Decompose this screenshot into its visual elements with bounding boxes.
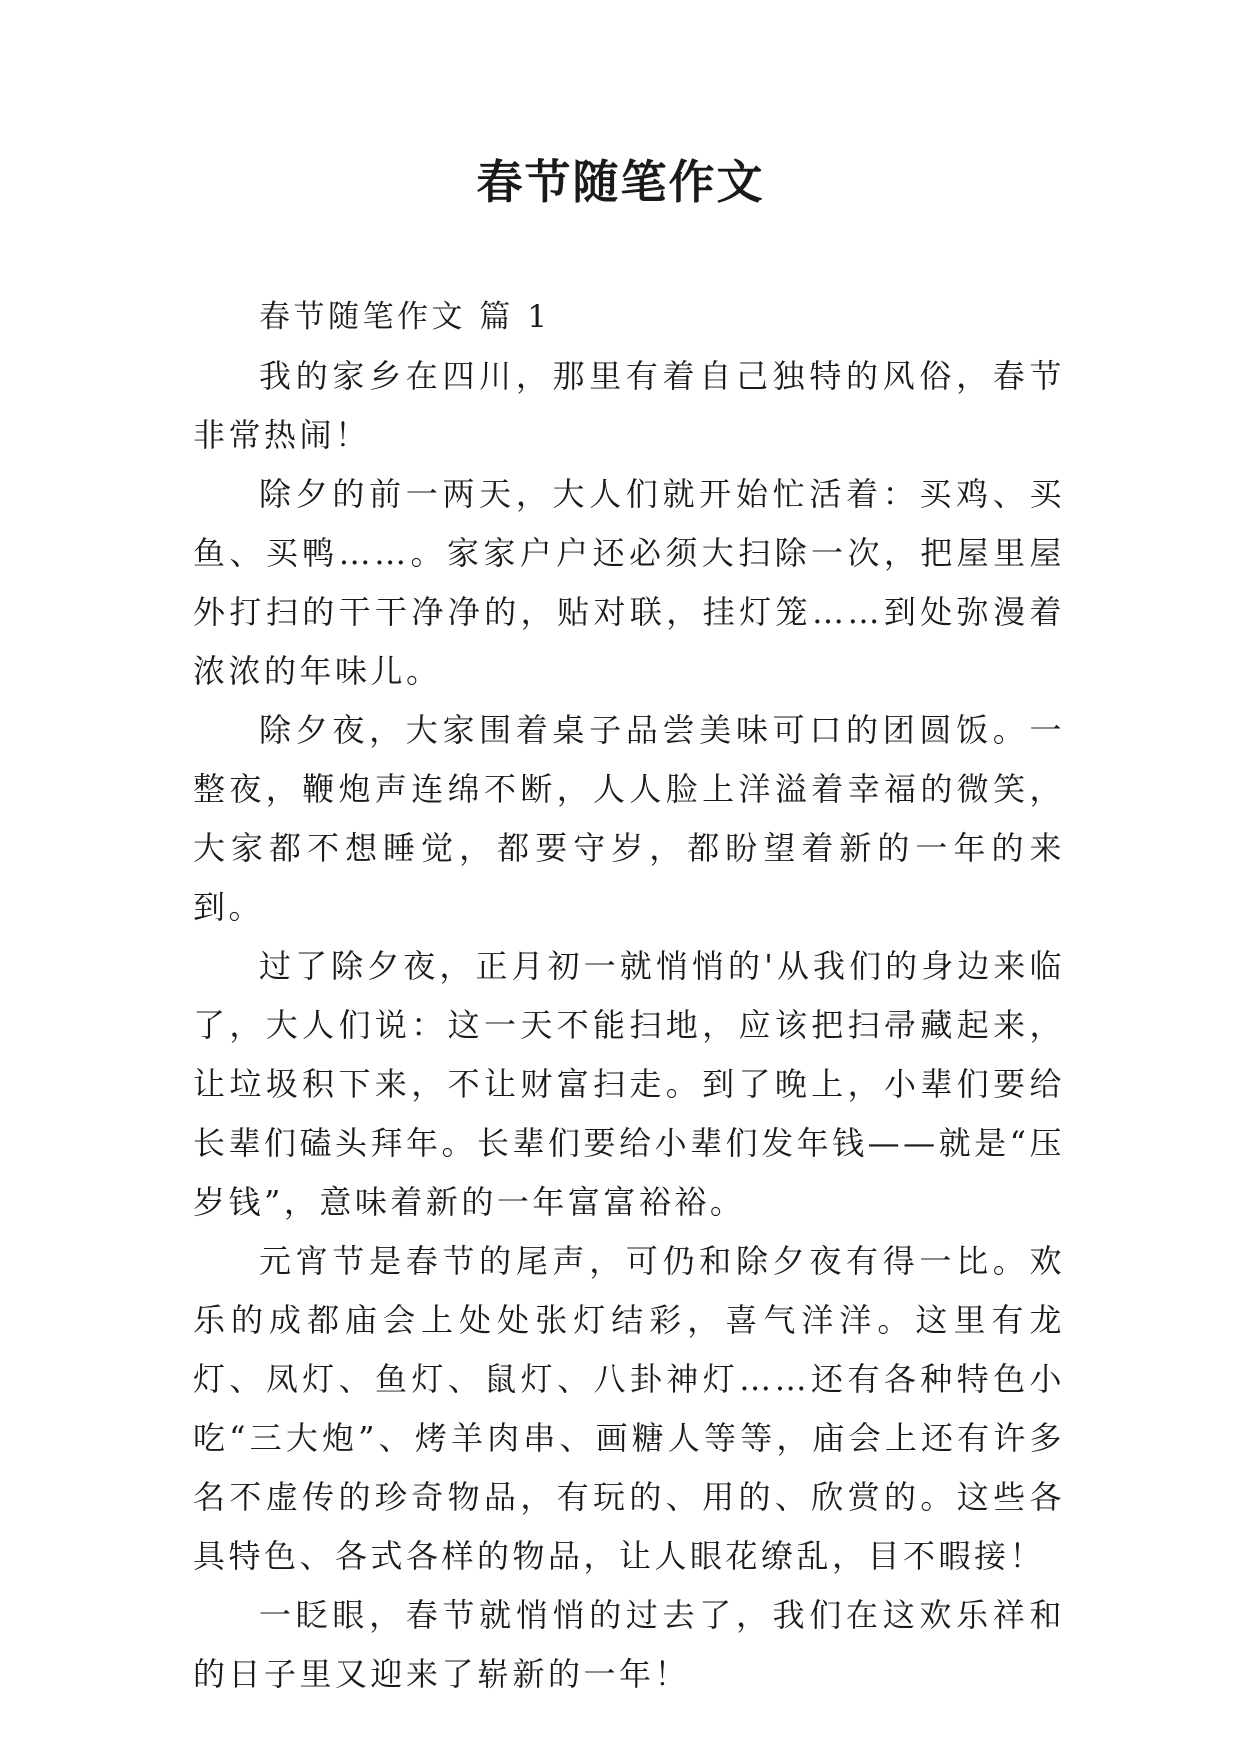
paragraph-1: 我的家乡在四川，那里有着自己独特的风俗，春节非常热闹！ bbox=[193, 357, 1065, 454]
paragraph-2: 除夕的前一两天，大人们就开始忙活着：买鸡、买鱼、买鸭……。家家户户还必须大扫除一次，把屋里屋外打扫的干干净净的，贴对联，挂灯笼……到处弥漫着浓浓的年味儿。 bbox=[193, 475, 1065, 690]
document-title: 春节随笔作文 bbox=[476, 155, 765, 209]
section-heading: 春节随笔作文 篇 1 bbox=[259, 299, 551, 335]
paragraph-3: 除夕夜，大家围着桌子品尝美味可口的团圆饭。一整夜，鞭炮声连绵不断，人人脸上洋溢着幸福的微笑，大家都不想睡觉，都要守岁，都盼望着新的一年的来到。 bbox=[193, 711, 1065, 926]
document-body bbox=[193, 288, 1065, 1704]
paragraph-5: 元宵节是春节的尾声，可仍和除夕夜有得一比。欢乐的成都庙会上处处张灯结彩，喜气洋洋。这里有龙灯、凤灯、鱼灯、鼠灯、八卦神灯……还有各种特色小吃“三大炮”、烤羊肉串、画糖人等等，庙会上还有许多名不虚传的珍奇物品，有玩的、用的、欣赏的。这些各具特色、各式各样的物品，让人眼花缭乱，目不暇接！ bbox=[193, 1242, 1065, 1575]
paragraph-4: 过了除夕夜，正月初一就悄悄的'从我们的身边来临了，大人们说：这一天不能扫地，应该把扫帚藏起来，让垃圾积下来，不让财富扫走。到了晚上，小辈们要给长辈们磕头拜年。长辈们要给小辈们发年钱——就是“压岁钱”，意味着新的一年富富裕裕。 bbox=[193, 947, 1065, 1221]
paragraph-6: 一眨眼，春节就悄悄的过去了，我们在这欢乐祥和的日子里又迎来了崭新的一年！ bbox=[193, 1596, 1065, 1693]
